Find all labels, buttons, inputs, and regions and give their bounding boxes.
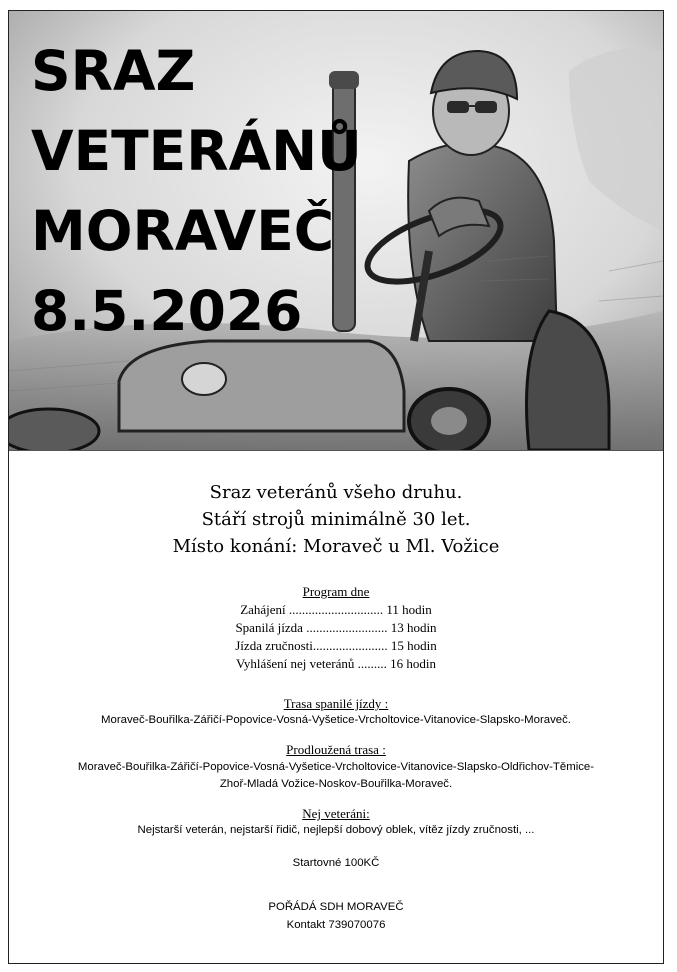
route-text: Moraveč-Bouřilka-Zářičí-Popovice-Vosná-Vyšetice-Vrcholtovice-Vitanovice-Slapsko-Moraveč. [101,714,571,726]
intro-text [9,479,663,560]
program-title: Program dne [302,584,370,599]
entry-fee: Startovné 100KČ [292,857,380,869]
program-item: Vyhlášení nej veteránů ......... 16 hodin [235,656,436,671]
headline-line-1: SRAZ [31,39,196,103]
event-headline [31,31,362,351]
route-title [9,695,663,713]
extended-route-line-2: Zhoř-Mladá Vožice-Noskov-Bouřilka-Moraveč. [219,778,453,790]
extended-route-title-text: Prodloužená trasa : [286,742,386,757]
headline-line-2: VETERÁNŮ [31,119,362,183]
awards-title [9,805,663,823]
headline-line-3: MORAVEČ [31,199,335,263]
intro-line-2: Stáří strojů minimálně 30 let. [201,509,471,530]
awards-text: Nejstarší veterán, nejstarší řidič, nejlepší dobový oblek, vítěz jízdy zručnosti, ... [137,824,535,836]
program-item: Spanilá jízda ......................... 13 hodin [235,620,437,635]
poster [8,10,664,964]
program-section [9,583,663,673]
program-item: Zahájení ............................. 11 hodin [240,602,432,617]
awards-title-text: Nej veteráni: [302,806,370,821]
extended-route-title [9,741,663,759]
extended-route-line-1: Moraveč-Bouřilka-Zářičí-Popovice-Vosná-Vyšetice-Vrcholtovice-Vitanovice-Slapsko-Oldřichov-Těmice- [77,761,595,773]
intro-line-1: Sraz veteránů všeho druhu. [209,482,463,503]
organizer: POŘÁDÁ SDH MORAVEČ [268,901,404,913]
route-title-text: Trasa spanilé jízdy : [283,696,389,711]
intro-line-3: Místo konání: Moraveč u Ml. Vožice [172,536,500,557]
program-item: Jízda zručnosti....................... 15 hodin [235,638,437,653]
headline-line-4: 8.5.2026 [31,279,303,343]
hero-photo [9,11,663,451]
contact: Kontakt 739070076 [286,919,386,931]
